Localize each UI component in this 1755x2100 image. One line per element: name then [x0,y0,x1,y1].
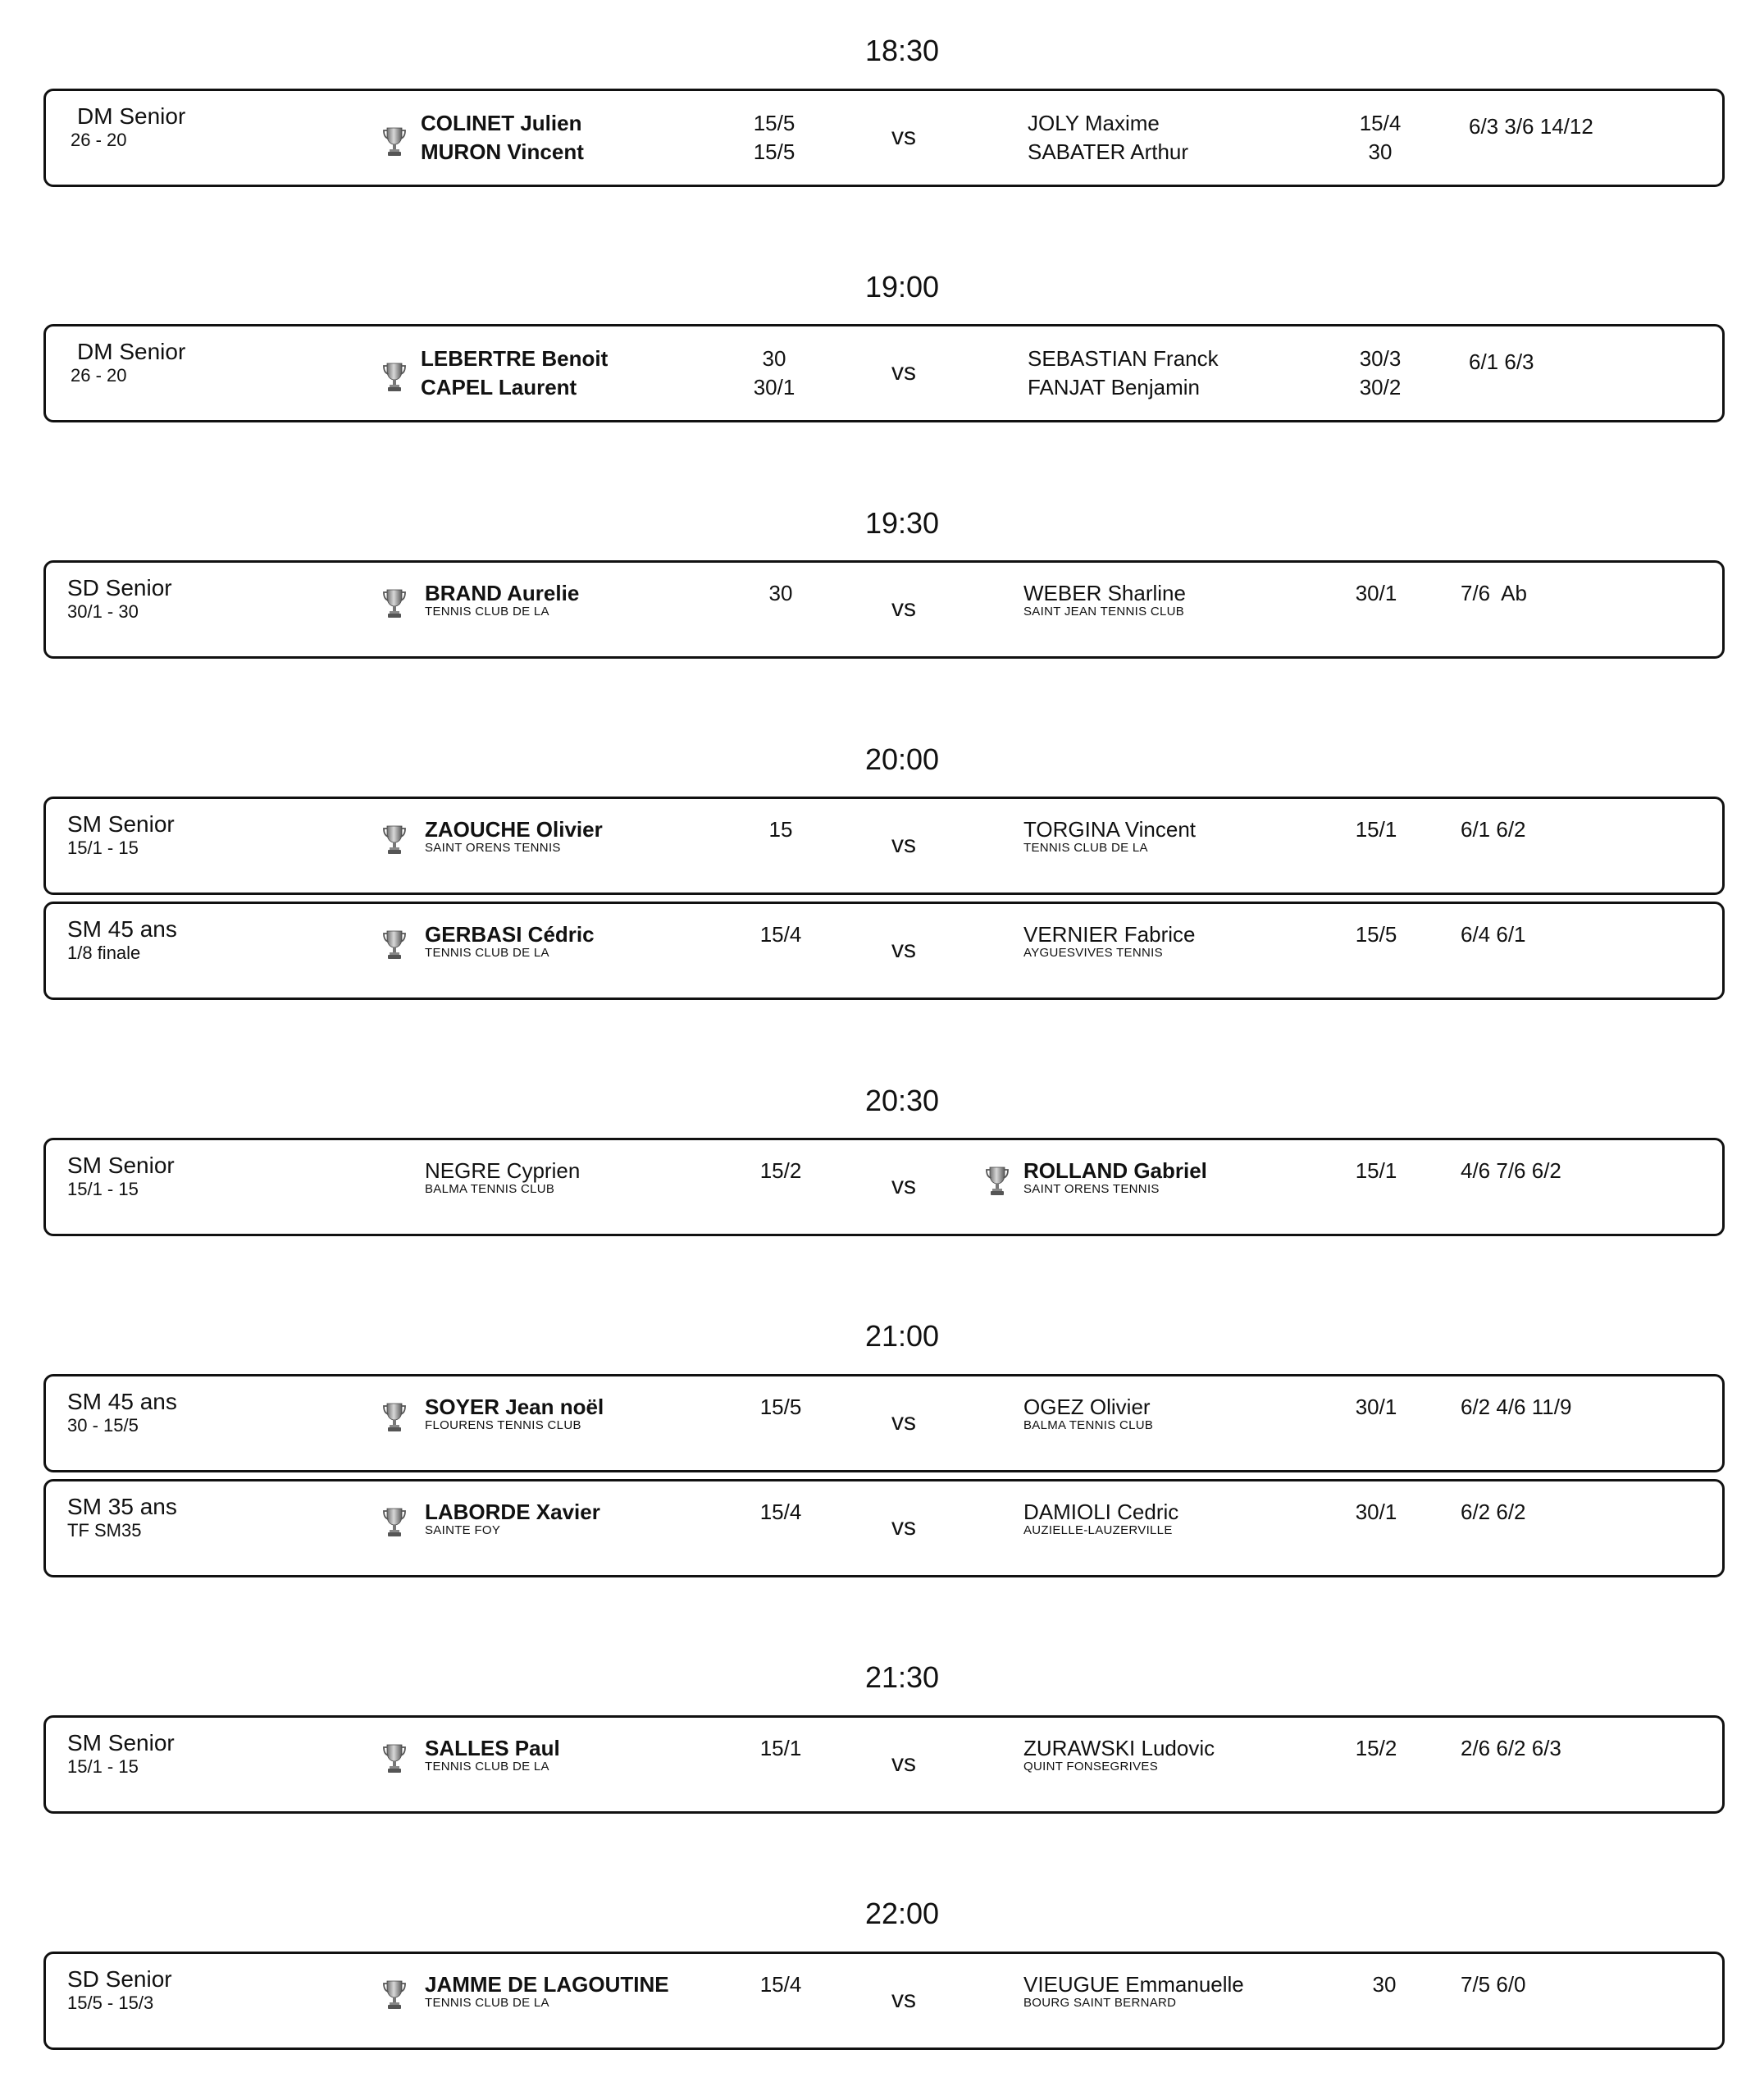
left-player [425,817,603,855]
player-rank: 30 [1368,139,1393,164]
match-card[interactable] [43,1479,1725,1577]
vs-label: vs [891,1986,916,2013]
category-name: SM 35 ans [67,1494,177,1519]
right-player [1023,1158,1207,1196]
right-player [1023,922,1196,960]
player-name: VERNIER Fabrice [1023,922,1196,947]
right-team [1028,109,1188,167]
right-player [1023,817,1196,855]
player-club: QUINT FONSEGRIVES [1023,1760,1159,1774]
player-name: FANJAT Benjamin [1028,375,1201,399]
category-sub: 1/8 finale [67,943,141,963]
player-rank: 15/1 [759,1736,802,1760]
player-rank: 15/4 [759,1500,802,1524]
player-rank: 15/1 [1355,817,1397,842]
category-name: SM Senior [67,1153,175,1178]
match-score: 6/2 6/2 [1461,1500,1526,1524]
right-player [1023,581,1186,619]
trophy-icon [382,929,407,961]
left-player [425,922,595,960]
trophy-icon [382,1506,407,1539]
player-club: FLOURENS TENNIS CLUB [425,1418,581,1432]
right-player [1023,1736,1215,1774]
player-rank: 30/1 [1355,1395,1397,1419]
player-club: TENNIS CLUB DE LA [425,1996,549,2010]
category-name: SM Senior [67,1730,175,1755]
right-team [1028,345,1219,402]
player-name: JAMME DE LAGOUTINE [425,1972,669,1997]
player-rank: 15/4 [1359,111,1402,135]
player-rank: 30/1 [1355,1500,1397,1524]
player-club: SAINT ORENS TENNIS [1023,1182,1160,1196]
left-player [425,1972,669,2010]
category [71,103,186,151]
category-name: DM Senior [77,339,186,364]
player-club: AYGUESVIVES TENNIS [1023,946,1163,960]
left-ranks [737,345,811,402]
slot-time: 18:30 [864,34,940,67]
right-player [1023,1395,1153,1432]
match-card[interactable] [43,1715,1725,1814]
left-player [425,1395,604,1432]
player-name: TORGINA Vincent [1023,817,1197,842]
category [67,811,175,859]
category-name: SM 45 ans [67,916,177,942]
player-club: SAINT JEAN TENNIS CLUB [1023,605,1185,619]
vs-label: vs [891,1750,916,1777]
vs-label: vs [891,123,916,150]
player-rank: 30/1 [1355,581,1397,605]
match-card[interactable] [43,89,1725,187]
vs-label: vs [891,595,916,622]
vs-label: vs [891,1172,916,1199]
vs-label: vs [891,358,916,386]
player-name: ZAOUCHE Olivier [425,817,603,842]
category [67,1153,175,1200]
match-card[interactable] [43,324,1725,422]
player-rank: 15/5 [759,1395,802,1419]
player-club: SAINTE FOY [425,1523,501,1537]
trophy-icon [382,1979,407,2011]
player-name: SABATER Arthur [1028,139,1189,164]
left-player [425,1158,580,1196]
trophy-icon [382,126,407,158]
player-name: WEBER Sharline [1023,581,1186,605]
trophy-icon [382,824,407,856]
player-name: SOYER Jean noël [425,1395,604,1419]
category [71,339,186,386]
category-sub: 30/1 - 30 [67,601,139,622]
match-score: 7/6 Ab [1461,581,1527,605]
slot-time: 20:00 [864,742,940,776]
player-club: TENNIS CLUB DE LA [425,605,549,619]
player-rank: 30 [762,346,786,371]
player-rank: 15/1 [1355,1158,1397,1183]
match-card[interactable] [43,560,1725,659]
player-rank: 15/5 [1355,922,1397,947]
match-score: 2/6 6/2 6/3 [1461,1736,1561,1760]
right-player [1023,1972,1244,2010]
right-player [1023,1500,1178,1537]
player-rank: 30 [1372,1972,1397,1997]
player-rank: 30/3 [1359,346,1402,371]
player-name: VIEUGUE Emmanuelle [1023,1972,1244,1997]
match-score: 6/4 6/1 [1461,922,1526,947]
player-rank: 30/1 [753,375,795,399]
player-club: TENNIS CLUB DE LA [1023,841,1148,855]
player-name: ZURAWSKI Ludovic [1023,1736,1215,1760]
slot-time: 20:30 [864,1084,940,1117]
right-ranks [1343,109,1417,167]
left-player [425,1736,560,1774]
player-rank: 15/2 [759,1158,802,1183]
player-club: TENNIS CLUB DE LA [425,1760,549,1774]
category-name: SD Senior [67,1966,172,1992]
slot-time: 19:00 [864,270,940,304]
slot-time: 21:00 [864,1319,940,1353]
left-team [421,345,608,402]
player-name: COLINET Julien [421,111,582,135]
match-score: 4/6 7/6 6/2 [1461,1158,1561,1183]
trophy-icon [985,1165,1010,1198]
player-rank: 15/5 [753,111,795,135]
player-club: AUZIELLE-LAUZERVILLE [1023,1523,1173,1537]
player-rank: 15/5 [753,139,795,164]
player-name: SALLES Paul [425,1736,560,1760]
player-rank: 15/4 [759,1972,802,1997]
player-club: BALMA TENNIS CLUB [1023,1418,1154,1432]
player-name: CAPEL Laurent [421,375,577,399]
slot-time: 19:30 [864,506,940,540]
category-sub: 15/5 - 15/3 [67,1993,154,2013]
trophy-icon [382,1742,407,1775]
player-club: TENNIS CLUB DE LA [425,946,549,960]
match-card[interactable] [43,902,1725,1000]
match-score: 6/2 4/6 11/9 [1461,1395,1572,1419]
player-name: SEBASTIAN Franck [1028,346,1219,371]
category-name: DM Senior [77,103,186,129]
player-rank: 30 [768,581,793,605]
category [67,1389,177,1436]
category [67,916,177,964]
player-name: BRAND Aurelie [425,581,580,605]
player-name: NEGRE Cyprien [425,1158,581,1183]
category-name: SM Senior [67,811,175,837]
vs-label: vs [891,936,916,963]
match-card[interactable] [43,797,1725,895]
player-rank: 15 [768,817,793,842]
slot-time: 22:00 [864,1897,940,1930]
player-name: LEBERTRE Benoit [421,346,609,371]
slot-time: 21:30 [864,1660,940,1694]
category-sub: 30 - 15/5 [67,1415,139,1436]
category-name: SD Senior [67,575,172,600]
trophy-icon [382,361,407,394]
left-team [421,109,584,167]
player-rank: 30/2 [1359,375,1402,399]
player-name: MURON Vincent [421,139,584,164]
category-sub: 15/1 - 15 [67,1179,139,1199]
player-rank: 15/2 [1355,1736,1397,1760]
category [67,1966,172,2014]
category-sub: 26 - 20 [71,365,127,386]
player-name: OGEZ Olivier [1023,1395,1151,1419]
category-sub: TF SM35 [67,1520,142,1541]
match-score: 6/1 6/2 [1461,817,1526,842]
match-score: 6/3 3/6 14/12 [1469,114,1593,139]
match-score: 7/5 6/0 [1461,1972,1526,1997]
trophy-icon [382,1401,407,1434]
match-card[interactable] [43,1138,1725,1236]
category-sub: 15/1 - 15 [67,1756,139,1777]
player-name: ROLLAND Gabriel [1023,1158,1207,1183]
player-club: SAINT ORENS TENNIS [425,841,561,855]
player-club: BOURG SAINT BERNARD [1023,1996,1177,2010]
player-rank: 15/4 [759,922,802,947]
left-player [425,581,579,619]
vs-label: vs [891,1408,916,1436]
player-club: BALMA TENNIS CLUB [425,1182,555,1196]
category [67,1494,177,1541]
category-sub: 26 - 20 [71,130,127,150]
player-name: DAMIOLI Cedric [1023,1500,1179,1524]
player-name: JOLY Maxime [1028,111,1160,135]
category [67,575,172,623]
category-name: SM 45 ans [67,1389,177,1414]
match-card[interactable] [43,1952,1725,2050]
category [67,1730,175,1778]
player-name: GERBASI Cédric [425,922,595,947]
left-player [425,1500,600,1537]
player-name: LABORDE Xavier [425,1500,600,1524]
trophy-icon [382,587,407,620]
match-score: 6/1 6/3 [1469,349,1534,374]
match-card[interactable] [43,1374,1725,1472]
right-ranks [1343,345,1417,402]
vs-label: vs [891,1513,916,1541]
vs-label: vs [891,831,916,858]
left-ranks [737,109,811,167]
category-sub: 15/1 - 15 [67,838,139,858]
